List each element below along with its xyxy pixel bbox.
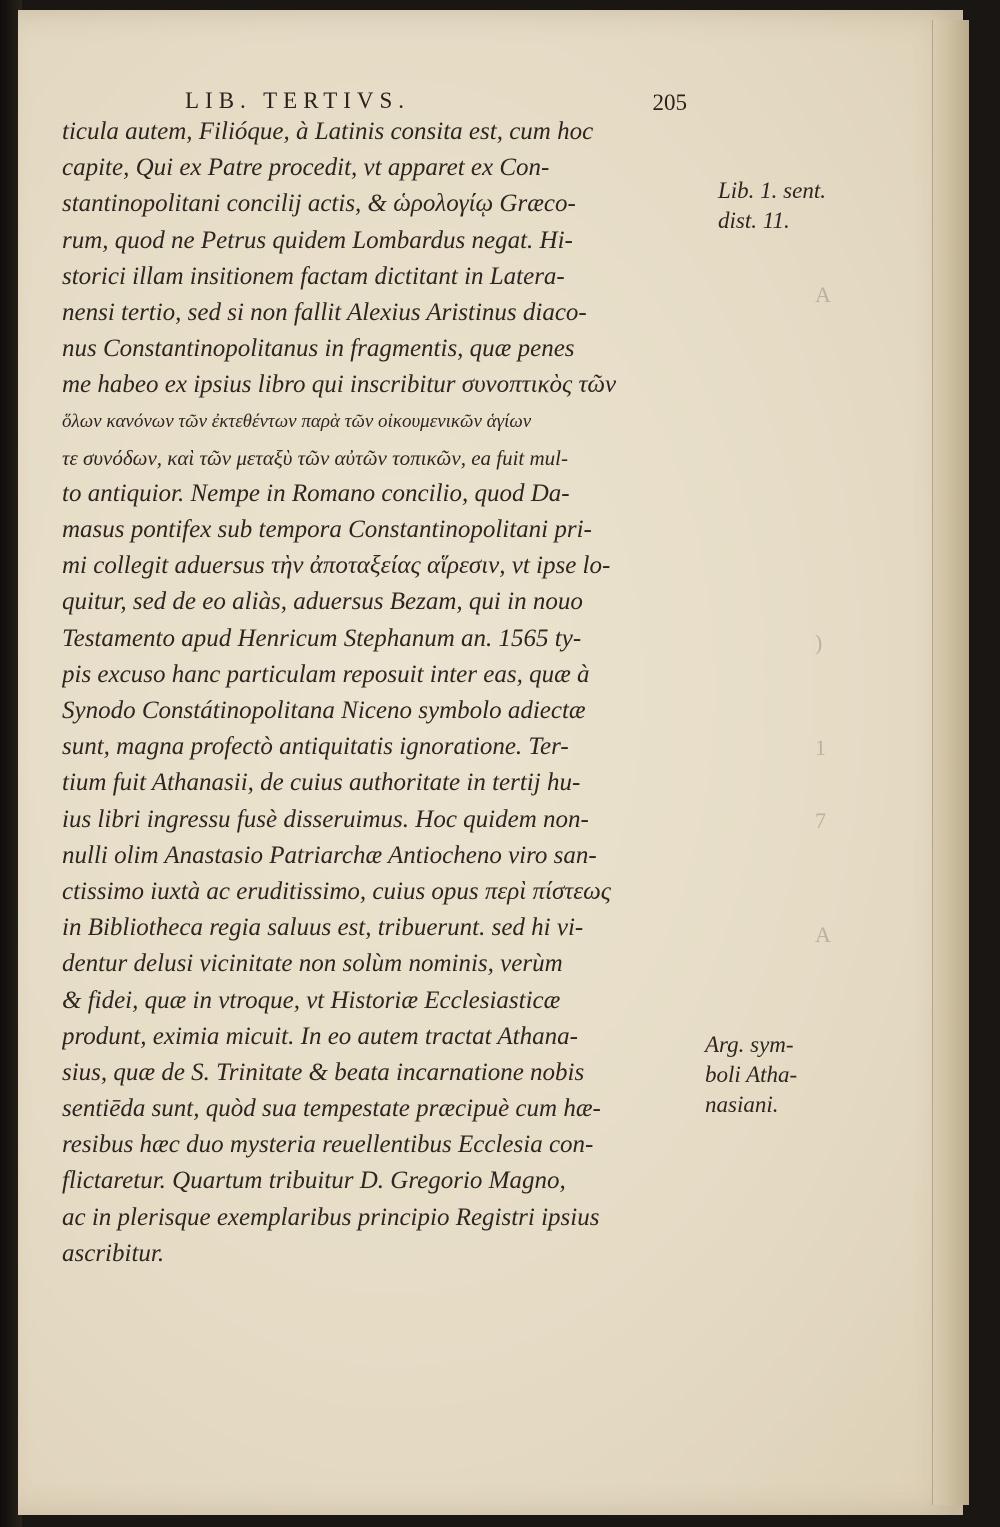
page-edge <box>932 20 969 1505</box>
text-line: nulli olim Anastasio Patriarchæ Antiocheno viro san- <box>62 841 597 869</box>
text-line: sentiēda sunt, quòd sua tempestate præcipuè cum hæ- <box>62 1095 601 1123</box>
text-line: storici illam insitionem factam dictitant in Latera- <box>62 262 565 290</box>
text-line: τε συνόδων, καὶ τῶν μεταξὺ τῶν αὐτῶν τοπικῶν, ea fuit mul- <box>62 445 569 470</box>
text-line: pis excuso hanc particulam reposuit inter eas, quæ à <box>62 660 590 688</box>
text-line: mi collegit aduersus τὴν ἀποταξείας αἵρεσιν, vt ipse lo- <box>62 552 611 580</box>
text-line: ctissimo iuxtà ac eruditissimo, cuius opus περὶ πίστεως <box>62 877 611 905</box>
text-line: masus pontifex sub tempora Constantinopolitani pri- <box>62 516 592 544</box>
page-number: 205 <box>652 90 687 115</box>
text-line: resibus hæc duo mysteria reuellentibus Ecclesia con- <box>62 1131 594 1159</box>
text-line: quitur, sed de eo aliàs, aduersus Bezam, qui in nouo <box>62 588 583 616</box>
text-line: dentur delusi vicinitate non solùm nominis, verùm <box>62 950 563 978</box>
running-head: LIB. TERTIVS. <box>185 88 411 113</box>
margin-note-line: Lib. 1. sent. <box>718 178 826 203</box>
text-line: stantinopolitani concilij actis, & ὡρολογίῳ Græco- <box>62 190 576 218</box>
text-line: sius, quæ de S. Trinitate & beata incarnatione nobis <box>62 1058 585 1086</box>
bleed-through-mark: 1 <box>815 735 826 760</box>
text-line: & fidei, quæ in vtroque, vt Historiæ Ecclesiasticæ <box>62 986 561 1014</box>
margin-note <box>705 1030 797 1120</box>
text-line: ὅλων κανόνων τῶν ἐκτεθέντων παρὰ τῶν οἰκουμενικῶν ἁγίων <box>62 410 532 432</box>
text-line: tium fuit Athanasii, de cuius authoritate in tertij hu- <box>62 769 581 797</box>
margin-note-line: nasiani. <box>705 1092 779 1117</box>
text-line: nus Constantinopolitanus in fragmentis, quæ penes <box>62 335 575 363</box>
margin-note-line: Arg. sym- <box>705 1032 794 1057</box>
text-line: rum, quod ne Petrus quidem Lombardus negat. Hi- <box>62 226 573 254</box>
margin-note <box>718 176 826 236</box>
text-line: produnt, eximia micuit. In eo autem tractat Athana- <box>62 1022 578 1050</box>
text-line: ascribitur. <box>62 1239 165 1267</box>
bleed-through-mark: A <box>815 922 831 947</box>
text-line: to antiquior. Nempe in Romano concilio, quod Da- <box>62 479 570 507</box>
text-line: ac in plerisque exemplaribus principio Registri ipsius <box>62 1203 600 1231</box>
text-line: nensi tertio, sed si non fallit Alexius Aristinus diaco- <box>62 298 587 326</box>
bleed-through-mark: 7 <box>815 808 826 833</box>
text-line: me habeo ex ipsius libro qui inscribitur συνοπτικὸς τῶν <box>62 371 617 399</box>
text-line: flictaretur. Quartum tribuitur D. Gregorio Magno, <box>62 1167 566 1195</box>
bleed-through-mark: A <box>815 282 831 307</box>
margin-note-line: boli Atha- <box>705 1062 798 1087</box>
text-line: capite, Qui ex Patre procedit, vt apparet ex Con- <box>62 154 550 182</box>
text-line: sunt, magna profectò antiquitatis ignoratione. Ter- <box>62 733 569 761</box>
bleed-through-mark: ) <box>815 630 823 655</box>
body-text <box>62 114 707 1272</box>
text-line: Synodo Constátinopolitana Niceno symbolo adiectæ <box>62 697 586 724</box>
text-line: in Bibliotheca regia saluus est, tribuerunt. sed hi vi- <box>62 914 584 942</box>
text-line: ticula autem, Filióque, à Latinis consita est, cum hoc <box>62 118 594 145</box>
text-line: Testamento apud Henricum Stephanum an. 1565 ty- <box>62 624 582 652</box>
text-line: ius libri ingressu fusè disseruimus. Hoc quidem non- <box>62 805 589 833</box>
margin-note-line: dist. 11. <box>718 208 790 233</box>
